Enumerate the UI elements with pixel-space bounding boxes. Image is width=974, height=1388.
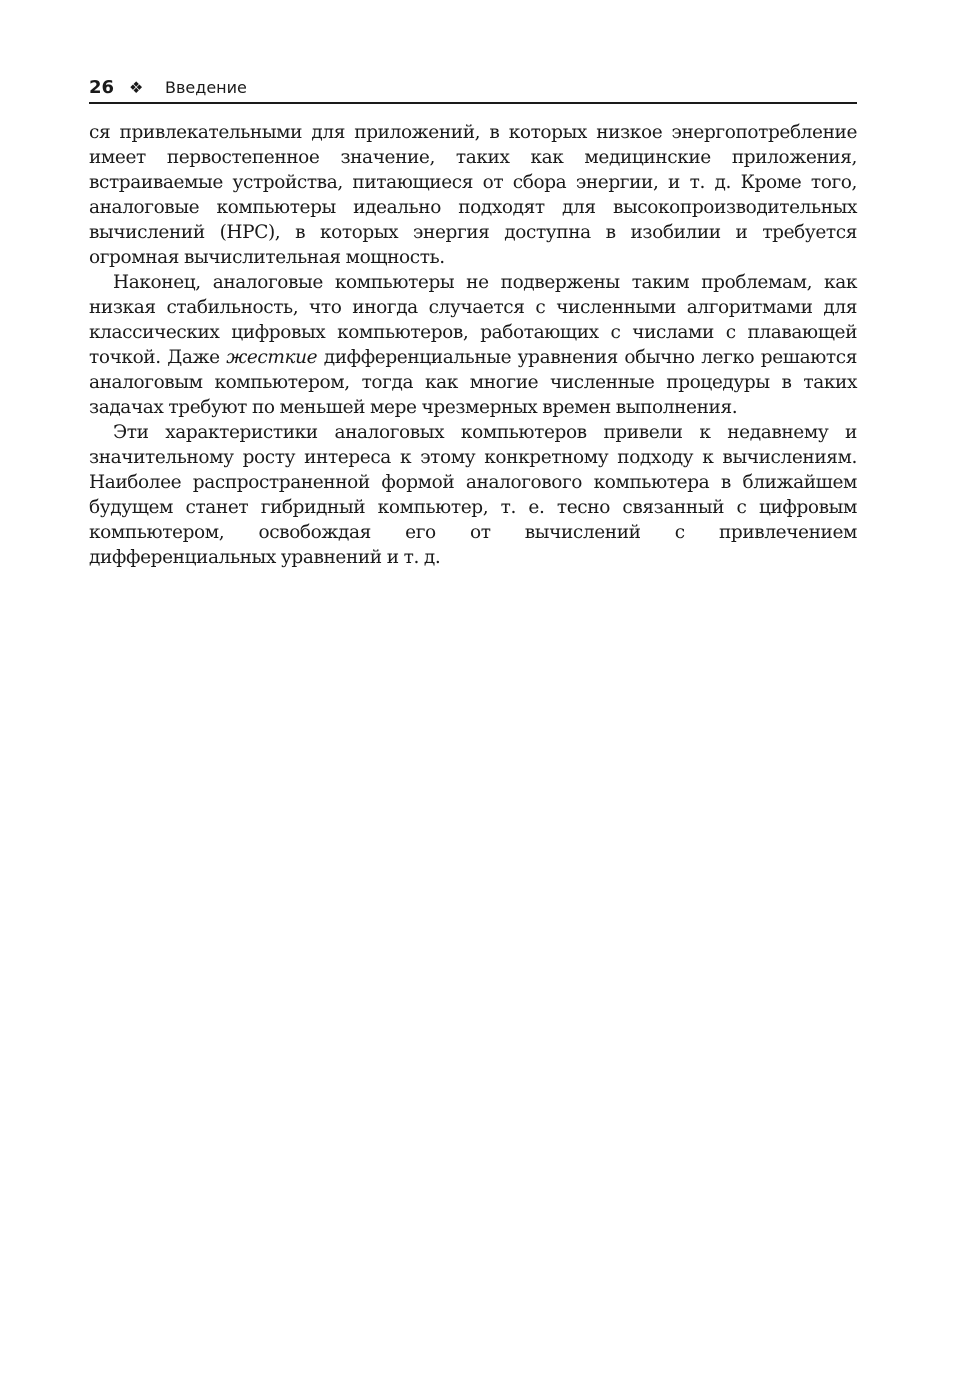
body-text — [89, 120, 857, 570]
emphasis-text: жесткие — [226, 347, 318, 368]
ornament-icon: ❖ — [129, 78, 144, 97]
page-number: 26 — [89, 77, 115, 98]
paragraph-text: дифференциальные уравнения обычно легко решаются аналоговым компьютером, тогда как многие численные процедуры в таких задачах требуют по меньшей мере чрезмерных времен выполнения. — [89, 347, 857, 418]
section-title: Введение — [165, 78, 247, 97]
paragraph-text: Наконец, аналоговые компьютеры не подвержены таким проблемам, как низкая стабильность, что иногда случается с численными алгоритмами для классических цифровых компьютеров, работающих с числами с плавающей точкой. Даже — [89, 272, 857, 368]
paragraph-hybrid: Эти характеристики аналоговых компьютеров привели к недавнему и значительному росту интереса к этому конкретному подходу к вычислениям. Наиболее распространенной формой аналогового компьютера в ближайшем будущем станет гибридный компьютер, т. е. тесно связанный с цифровым компьютером, освобождая его от вычислений с привлечением дифференциальных уравнений и т. д. — [89, 422, 857, 568]
paragraph-stability — [89, 270, 857, 420]
running-header — [89, 74, 857, 104]
book-page — [89, 74, 857, 570]
paragraph-continuation: ся привлекательными для приложений, в которых низкое энергопотребление имеет первостепенное значение, таких как медицинские приложения, встраиваемые устройства, питающиеся от сбора энергии, и т. д. Кроме того, аналоговые компьютеры идеально подходят для высокопроизводительных вычислений (HPC), в которых энергия доступна в изобилии и требуется огромная вычислительная мощность. — [89, 122, 857, 268]
